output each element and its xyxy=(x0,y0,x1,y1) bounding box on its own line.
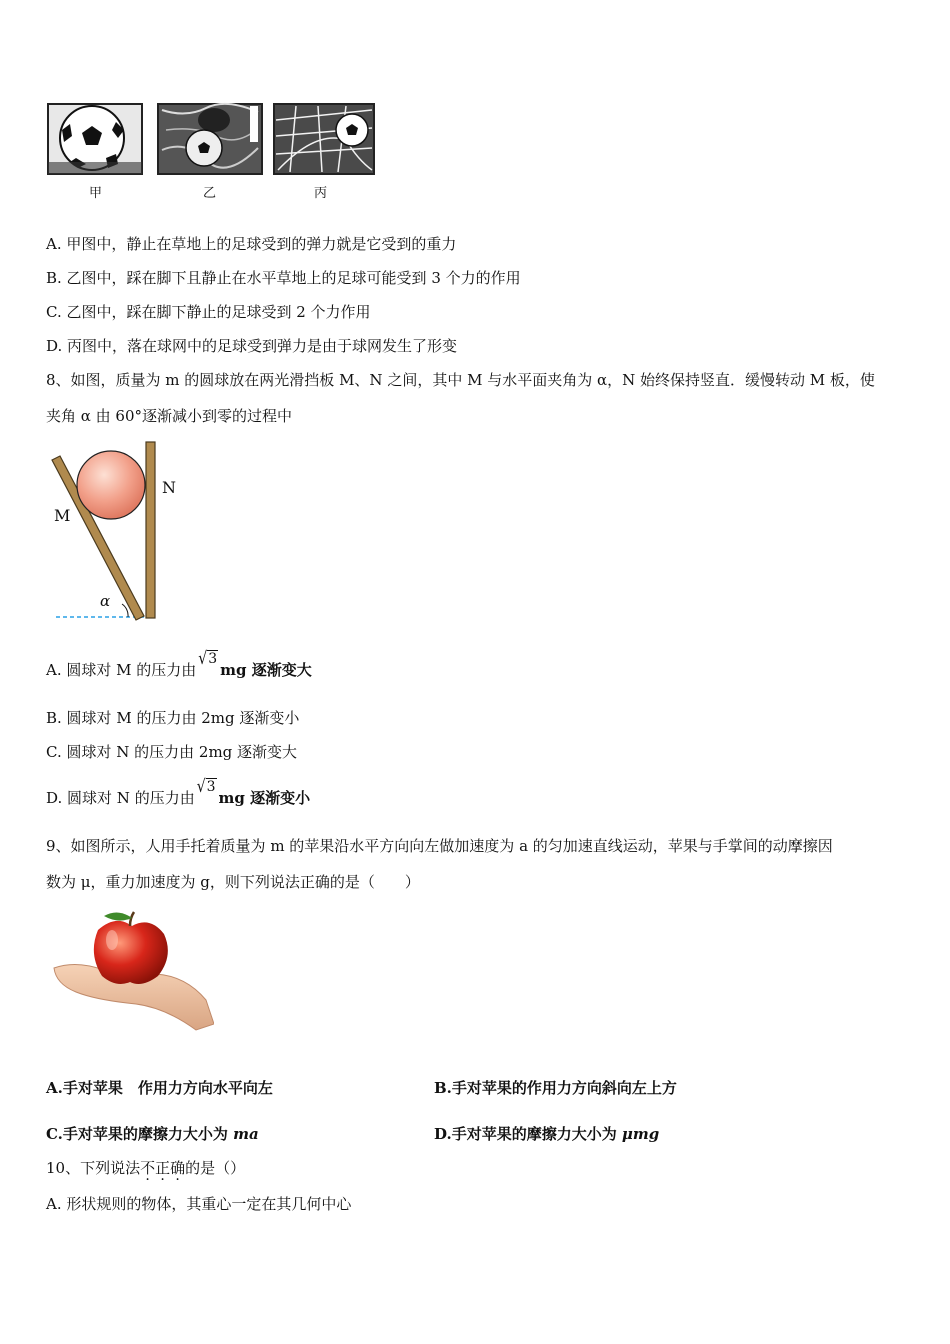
apple-in-hand-figure xyxy=(46,904,214,1032)
q7-option-a: A. 甲图中，静止在草地上的足球受到的弹力就是它受到的重力 xyxy=(46,235,457,253)
ball-board-diagram xyxy=(46,436,196,622)
label-n: N xyxy=(162,478,176,497)
q8-stem-line1: 8、如图，质量为 m 的圆球放在两光滑挡板 M、N 之间，其中 M 与水平面夹角为 α，N 始终保持竖直．缓慢转动 M 板，使 xyxy=(46,371,875,389)
ball xyxy=(77,451,145,519)
q8-option-b: B. 圆球对 M 的压力由 2mg 逐渐变小 xyxy=(46,709,300,727)
q7-option-c: C. 乙图中，踩在脚下静止的足球受到 2 个力作用 xyxy=(46,303,371,321)
football-figures xyxy=(46,100,378,200)
sqrt-symbol: √3 xyxy=(198,649,218,669)
q9-stem-line1: 9、如图所示，人用手托着质量为 m 的苹果沿水平方向向左做加速度为 a 的匀加速直线运动，苹果与手掌间的动摩擦因 xyxy=(46,837,833,855)
sqrt-symbol: √3 xyxy=(196,777,216,797)
board-n xyxy=(146,442,155,618)
emphasis-char: 确 xyxy=(170,1159,186,1177)
q8-option-a: A. 圆球对 M 的压力由√3mg 逐渐变大 xyxy=(46,649,312,679)
q10-stem: 10、下列说法不正确的是（） xyxy=(46,1159,246,1177)
football-photos-image xyxy=(46,100,378,180)
q8-option-d: D. 圆球对 N 的压力由√3mg 逐渐变小 xyxy=(46,777,311,807)
apple-hand-image xyxy=(46,904,214,1032)
q8-option-c: C. 圆球对 N 的压力由 2mg 逐渐变大 xyxy=(46,743,298,761)
q7-option-d: D. 丙图中，落在球网中的足球受到弹力是由于球网发生了形变 xyxy=(46,337,458,355)
q7-option-b: B. 乙图中，踩在脚下且静止在水平草地上的足球可能受到 3 个力的作用 xyxy=(46,269,521,287)
q9-option-c: C.手对苹果的摩擦力大小为 ma xyxy=(46,1125,259,1143)
caption-yi: 乙 xyxy=(203,186,217,201)
q8-stem-line2: 夹角 α 由 60°逐渐减小到零的过程中 xyxy=(46,407,293,425)
q9-option-d: D.手对苹果的摩擦力大小为 μmg xyxy=(434,1125,660,1143)
emphasis-char: 不 xyxy=(140,1159,156,1177)
angle-arc xyxy=(122,604,128,617)
caption-jia: 甲 xyxy=(89,186,103,201)
q10-option-a: A. 形状规则的物体，其重心一定在其几何中心 xyxy=(46,1195,352,1213)
caption-bing: 丙 xyxy=(314,186,328,201)
ball-between-boards-figure xyxy=(46,436,196,622)
q9-option-b: B.手对苹果的作用力方向斜向左上方 xyxy=(434,1079,677,1097)
q9-option-a: A.手对苹果 作用力方向水平向左 xyxy=(46,1079,273,1097)
label-m: M xyxy=(54,506,71,525)
label-alpha: α xyxy=(100,592,111,610)
emphasis-char: 正 xyxy=(155,1159,171,1177)
q9-stem-line2: 数为 μ，重力加速度为 g，则下列说法正确的是（ ） xyxy=(46,873,420,891)
